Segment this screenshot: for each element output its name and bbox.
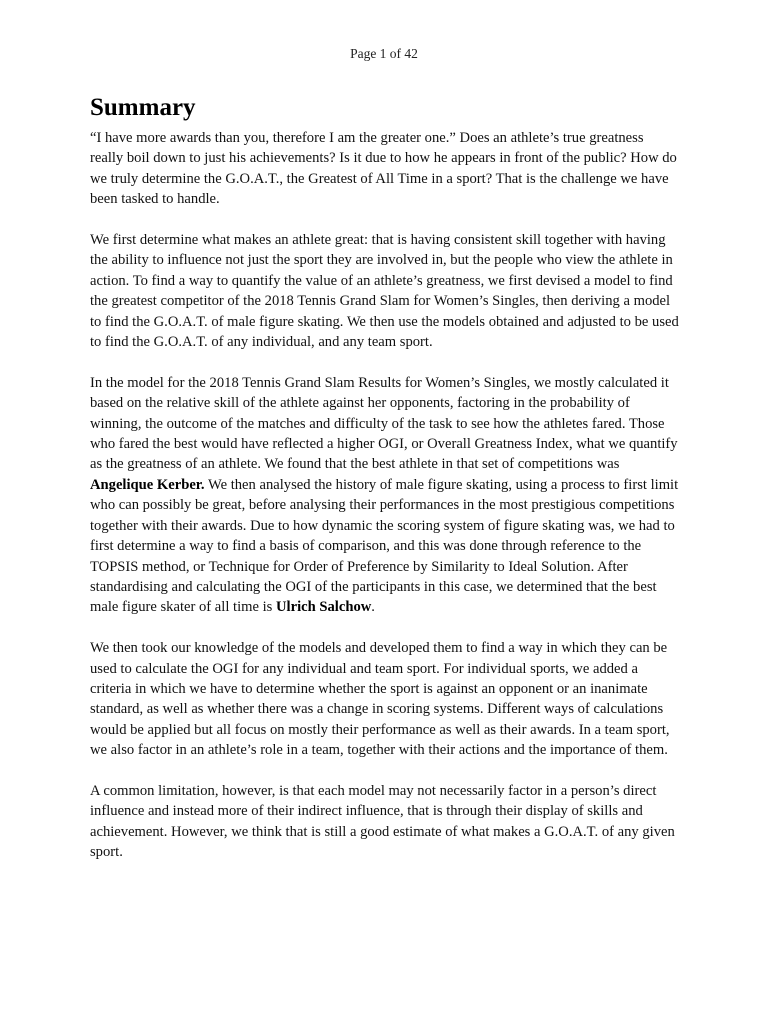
paragraph-approach: We first determine what makes an athlete great: that is having consistent skill together with having the ability to influence not just the sport they are involved in, but the people who view the athlete in action. To find a way to quantify the value of an athlete’s greatness, we first devised a model to find the greatest competitor of the 2018 Tennis Grand Slam for Women’s Singles, then deriving a model to find the G.O.A.T. of male figure skating. We then use the models obtained and adjusted to be used to find the G.O.A.T. of any individual, and any team sport.: [90, 232, 679, 351]
section-heading: Summary: [90, 94, 196, 121]
athlete-name-tennis: Angelique Kerber.: [90, 476, 205, 493]
paragraph-generalisation: We then took our knowledge of the models and developed them to find a way in which they can be used to calculate the OGI for any individual and team sport. For individual sports, we added a criteria in which we have to determine whether the sport is against an opponent or an inanimate standard, as well as whether there was a change in scoring systems. Different ways of calculations would be applied but all focus on mostly their performance as well as their awards. In a team sport, we also factor in an athlete’s role in a team, together with their actions and the importance of them.: [90, 640, 670, 759]
summary-section: [90, 92, 680, 883]
paragraph-models: [90, 373, 680, 618]
paragraph-intro: “I have more awards than you, therefore I am the greater one.” Does an athlete’s true greatness really boil down to just his achievements? Is it due to how he appears in front of the public? How do we truly determine the G.O.A.T., the Greatest of All Time in a sport? That is the challenge we have been tasked to handle.: [90, 130, 677, 208]
paragraph-models-text-1: In the model for the 2018 Tennis Grand Slam Results for Women’s Singles, we mostly calculated it based on the relative skill of the athlete against her opponents, factoring in the probability of winning, the outcome of the matches and difficulty of the task to see how the athletes fared. Those who fared the best would have reflected a higher OGI, or Overall Greatness Index, what we quantify as the greatness of an athlete. We found that the best athlete in that set of competitions was: [90, 374, 678, 473]
athlete-name-skating: Ulrich Salchow: [276, 599, 372, 616]
paragraph-models-end: .: [371, 599, 375, 616]
page-number: Page 1 of 42: [350, 46, 418, 61]
paragraph-limitation: A common limitation, however, is that each model may not necessarily factor in a person’s direct influence and instead more of their indirect influence, that is through their display of skills and achievement. However, we think that is still a good estimate of what makes a G.O.A.T. of any given sport.: [90, 782, 675, 861]
paragraph-models-text-2: We then analysed the history of male figure skating, using a process to first limit who can possibly be great, before analysing their performances in the most prestigious competitions together with their awards. Due to how dynamic the scoring system of figure skating was, we had to first determine a way to find a basis of comparison, and this was done through reference to the TOPSIS method, or Technique for Order of Preference by Similarity to Ideal Solution. After standardising and calculating the OGI of the participants in this case, we determined that the best male figure skater of all time is: [90, 476, 679, 616]
